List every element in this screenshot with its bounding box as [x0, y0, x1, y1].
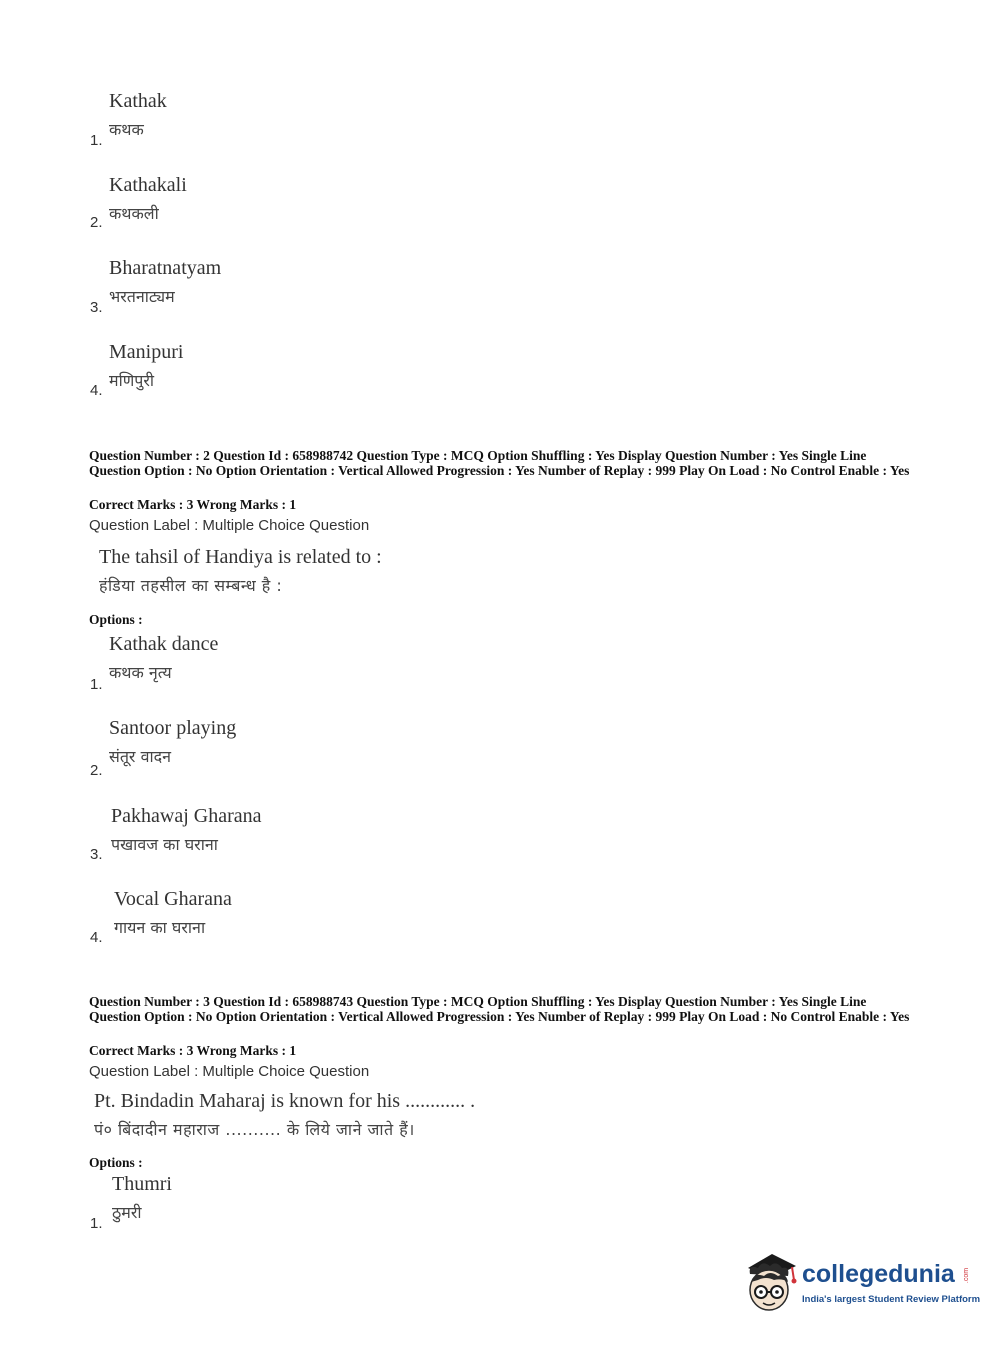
option-number: 1. — [90, 1215, 103, 1232]
option-text-hi: कथक नृत्य — [109, 663, 172, 682]
option-text-hi: संतूर वादन — [109, 747, 171, 766]
option-text-hi: भरतनाट्यम — [109, 287, 175, 306]
option-text-en: Manipuri — [109, 341, 184, 363]
option-number: 2. — [90, 762, 103, 779]
logo-dotcom: .com — [963, 1267, 971, 1284]
option-number: 4. — [90, 929, 103, 946]
logo-brand-text: collegedunia — [802, 1260, 955, 1288]
option-text-en: Santoor playing — [109, 717, 237, 739]
option-text-hi: ठुमरी — [112, 1203, 142, 1222]
q2-question-label: Question Label : Multiple Choice Question — [89, 517, 370, 534]
q3-question-text-hi: पं० बिंदादीन महाराज .......... के लिये जाने जाते हैं। — [94, 1120, 415, 1139]
option-number: 4. — [90, 382, 103, 399]
logo-tagline: India's largest Student Review Platform — [802, 1294, 981, 1305]
q3-question-label: Question Label : Multiple Choice Question — [89, 1063, 370, 1080]
q2-options-label: Options : — [89, 612, 143, 627]
option-number: 3. — [90, 846, 103, 863]
option-text-hi: मणिपुरी — [109, 371, 155, 390]
q2-metadata: Question Number : 2 Question Id : 658988742 Question Type : MCQ Option Shuffling : Yes Display Question Number : Yes Single Line Question Option : No Option Orientation : Vertical Allowed Progression : Yes Number of Replay : 999 Play On Load : No Control Enable : Yes — [89, 448, 910, 478]
q3-question-text-en: Pt. Bindadin Maharaj is known for his ............ . — [94, 1090, 476, 1112]
option-text-en: Kathak — [109, 90, 167, 112]
collegedunia-logo — [742, 1250, 981, 1314]
q2-question-text-en: The tahsil of Handiya is related to : — [99, 546, 382, 568]
option-number: 3. — [90, 299, 103, 316]
option-text-en: Pakhawaj Gharana — [111, 805, 262, 827]
option-text-hi: कथकली — [109, 204, 159, 223]
option-number: 1. — [90, 132, 103, 149]
option-text-en: Thumri — [112, 1173, 172, 1195]
q3-options-label: Options : — [89, 1155, 143, 1170]
option-text-en: Kathak dance — [109, 633, 219, 655]
option-number: 1. — [90, 676, 103, 693]
q3-marks: Correct Marks : 3 Wrong Marks : 1 — [89, 1043, 297, 1058]
option-number: 2. — [90, 214, 103, 231]
option-text-hi: पखावज का घराना — [111, 835, 218, 854]
q3-metadata: Question Number : 3 Question Id : 658988743 Question Type : MCQ Option Shuffling : Yes Display Question Number : Yes Single Line Question Option : No Option Orientation : Vertical Allowed Progression : Yes Number of Replay : 999 Play On Load : No Control Enable : Yes — [89, 994, 910, 1024]
option-text-hi: कथक — [109, 120, 144, 139]
q2-marks: Correct Marks : 3 Wrong Marks : 1 — [89, 497, 297, 512]
mascot-icon — [742, 1250, 800, 1314]
option-text-en: Kathakali — [109, 174, 187, 196]
q2-question-text-hi: हंडिया तहसील का सम्बन्ध है : — [99, 576, 283, 595]
option-text-hi: गायन का घराना — [114, 918, 206, 937]
option-text-en: Bharatnatyam — [109, 257, 222, 279]
option-text-en: Vocal Gharana — [114, 888, 232, 910]
